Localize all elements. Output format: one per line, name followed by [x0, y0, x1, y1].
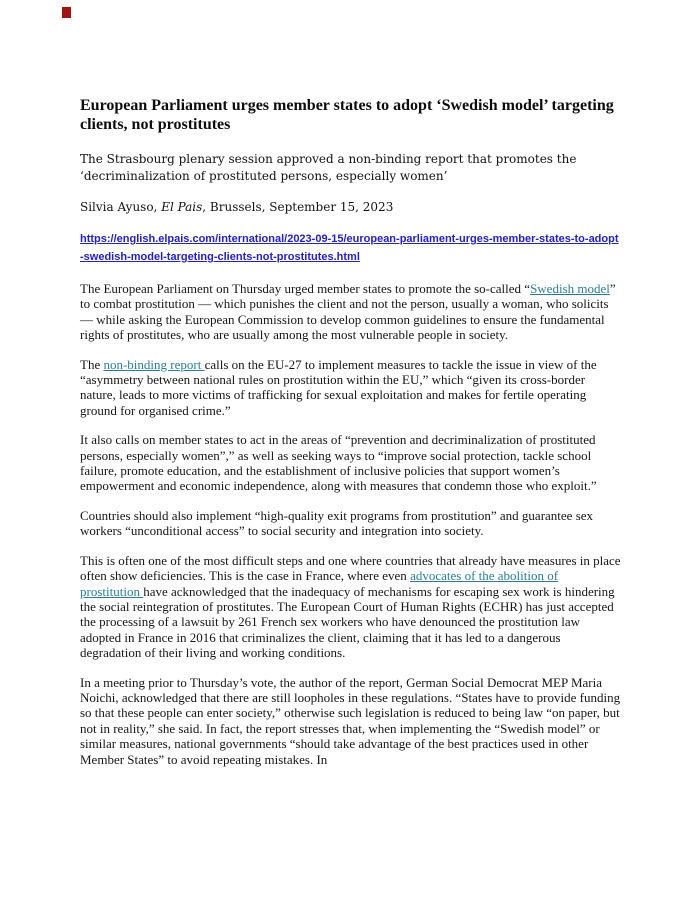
article-subtitle: The Strasbourg plenary session approved a non-binding report that promotes the ‘decriminalization of prostituted persons, especially women’ [80, 152, 577, 183]
byline [80, 199, 621, 215]
corner-annotation-mark [62, 7, 71, 18]
source-link-container [80, 229, 621, 265]
paragraph: The non-binding report calls on the EU-27 to implement measures to tackle the issue in view of the “asymmetry between national rules on prostitution within the EU,” which “given its cross-border nature, leads to more victims of trafficking for sexual exploitation and makes for fertile operating ground for organised crime.” [80, 356, 597, 418]
source-url-link[interactable]: https://english.elpais.com/international/2023-09-15/european-parliament-urges-member-states-to-adopt-swedish-model-targeting-clients-not-prostitutes.html [80, 233, 619, 263]
paragraph: It also calls on member states to act in the areas of “prevention and decriminalization of prostituted persons, especially women”,” as well as seeking ways to “improve social protection, tackle school failure, promote education, and the establishment of inclusive policies that support women’s empowerment and economic independence, along with measures that condemn those who exploit.” [80, 432, 597, 494]
inline-link[interactable]: non-binding report [103, 356, 205, 372]
paragraph: Countries should also implement “high-quality exit programs from prostitution” and guarantee sex workers “unconditional access” to social security and integration into society. [80, 507, 594, 539]
author-name: Silvia Ayuso, [80, 200, 162, 214]
article-body [80, 281, 621, 767]
article-title: European Parliament urges member states to adopt ‘Swedish model’ targeting clients, not prostitutes [80, 97, 614, 133]
paragraph: The European Parliament on Thursday urged member states to promote the so-called “Swedish model” to combat prostitution — which punishes the client and not the person, usually a woman, who solicits — while asking the European Commission to develop common guidelines to ensure the fundamental rights of prostitutes, who are usually among the most vulnerable people in society. [80, 281, 616, 343]
inline-link[interactable]: Swedish model [530, 281, 610, 296]
article-content [80, 96, 621, 781]
paragraph: In a meeting prior to Thursday’s vote, the author of the report, German Social Democrat MEP Maria Noichi, acknowledged that there are still loopholes in these regulations. “States have to provide funding so that these people can enter society,” otherwise such legislation is reduced to being law “on paper, but not in reality,” she said. In fact, the report stresses that, when implementing the “Swedish model” or similar measures, national governments “should take advantage of the best practices used in other Member States” to avoid repeating mistakes. In [80, 674, 621, 767]
byline-details: , Brussels, September 15, 2023 [202, 200, 394, 214]
publication-name: El Pais [161, 200, 203, 214]
inline-link[interactable]: advocates of the abolition of prostitution [80, 568, 559, 599]
paragraph: This is often one of the most difficult steps and one where countries that already have measures in place often show deficiencies. This is the case in France, where even advocates of the abolition of prostitution have acknowledged that the inadequacy of mechanisms for escaping sex work is hindering the social reintegration of prostitutes. The European Court of Human Rights (ECHR) has just accepted the processing of a lawsuit by 261 French sex workers who have denounced the prostitution law adopted in France in 2016 that criminalizes the client, claiming that it has led to a dangerous degradation of their living and working conditions. [80, 552, 621, 661]
